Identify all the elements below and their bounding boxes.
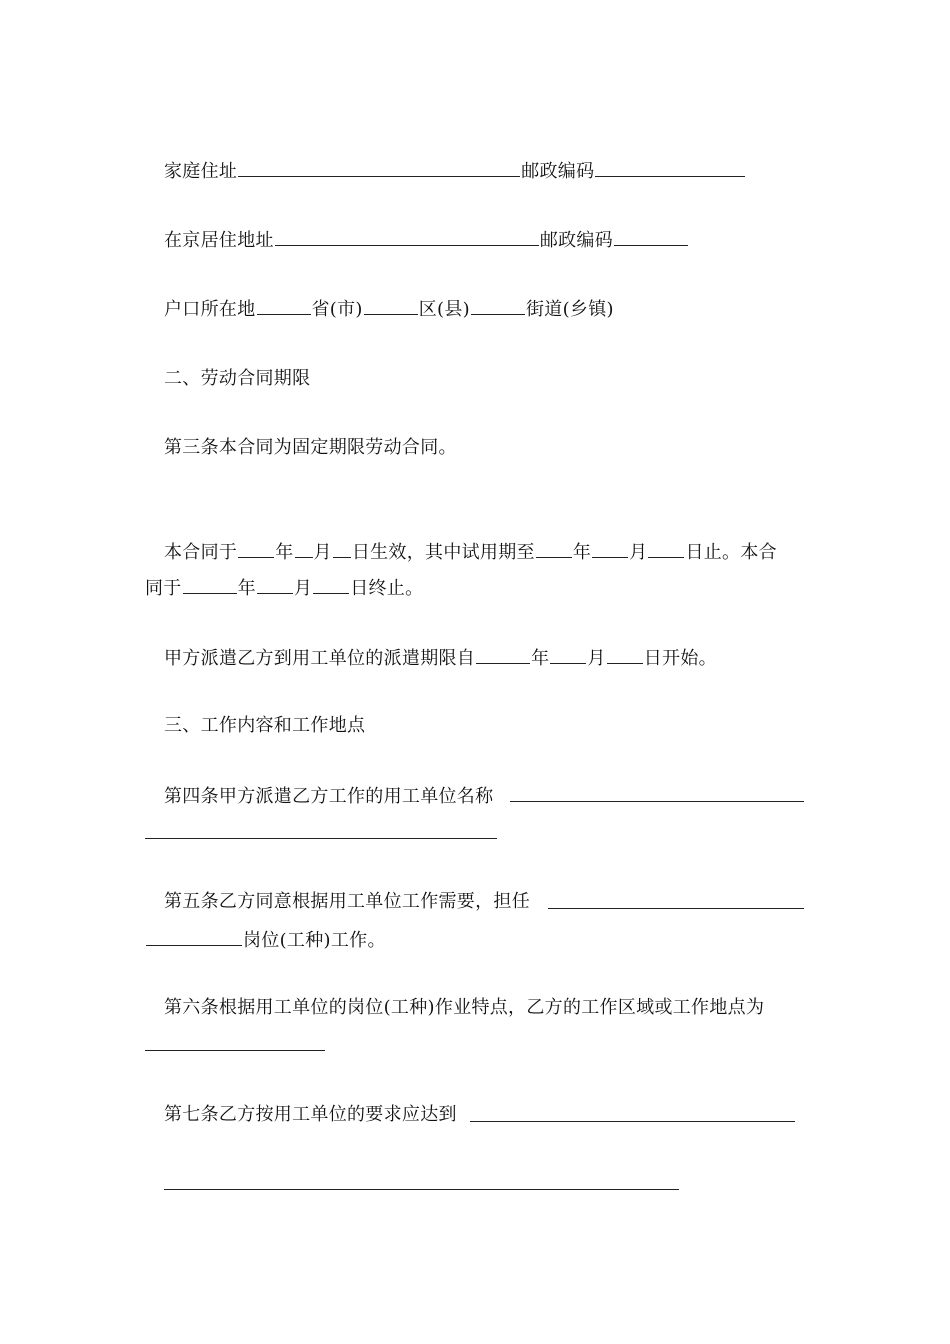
beijing-postcode-label: 邮政编码 xyxy=(539,230,614,251)
probation-year-blank[interactable] xyxy=(536,540,572,558)
article4-text: 第四条甲方派遣乙方工作的用工单位名称 xyxy=(164,786,494,807)
home-postcode-blank[interactable] xyxy=(595,159,745,177)
end-year-label: 年 xyxy=(237,578,256,599)
position-blank-continued[interactable] xyxy=(146,928,242,946)
dispatch-month-label: 月 xyxy=(587,648,606,669)
article6-text: 第六条根据用工单位的岗位(工种)作业特点，乙方的工作区域或工作地点为 xyxy=(164,997,765,1018)
home-address-label: 家庭住址 xyxy=(164,161,238,182)
beijing-address-blank[interactable] xyxy=(275,228,539,246)
end-day-blank[interactable] xyxy=(313,576,349,594)
start-year-label: 年 xyxy=(275,542,294,563)
article5-line2 xyxy=(145,928,386,953)
article5-suffix: 岗位(工种)工作。 xyxy=(243,930,386,951)
home-address-blank[interactable] xyxy=(238,159,520,177)
dispatch-day-blank[interactable] xyxy=(607,646,643,664)
effective-text: 日生效，其中试用期至 xyxy=(351,542,535,563)
home-address-line xyxy=(164,159,746,184)
end-year-blank[interactable] xyxy=(183,576,237,594)
dispatch-month-blank[interactable] xyxy=(550,646,586,664)
contract-term-line2 xyxy=(145,576,423,601)
work-location-blank[interactable] xyxy=(145,1050,325,1051)
probation-year-label: 年 xyxy=(572,542,592,563)
requirement-blank[interactable] xyxy=(470,1121,795,1122)
start-day-blank[interactable] xyxy=(333,540,351,558)
contract-end-prefix: 同于 xyxy=(145,578,182,599)
dispatch-term-prefix: 甲方派遣乙方到用工单位的派遣期限自 xyxy=(164,648,476,669)
probation-end-text: 日止。本合 xyxy=(685,542,777,563)
dispatch-year-label: 年 xyxy=(531,648,550,669)
home-postcode-label: 邮政编码 xyxy=(521,161,595,182)
hukou-line xyxy=(164,297,614,322)
probation-month-blank[interactable] xyxy=(592,540,628,558)
dispatch-year-blank[interactable] xyxy=(476,646,530,664)
dispatch-term-line xyxy=(164,646,717,671)
start-month-label: 月 xyxy=(313,542,332,563)
position-blank[interactable] xyxy=(548,908,804,909)
section2-heading: 二、劳动合同期限 xyxy=(164,368,311,389)
contract-term-prefix: 本合同于 xyxy=(164,542,238,563)
beijing-address-line xyxy=(164,228,689,253)
hukou-province-label: 省(市) xyxy=(311,299,363,320)
article3-text: 第三条本合同为固定期限劳动合同。 xyxy=(164,437,457,458)
article5-line xyxy=(164,890,530,914)
hukou-district-blank[interactable] xyxy=(364,297,418,315)
end-month-label: 月 xyxy=(293,578,313,599)
contract-end-suffix: 日终止。 xyxy=(350,578,424,599)
article5-prefix: 第五条乙方同意根据用工单位工作需要，担任 xyxy=(164,891,530,912)
employer-name-blank[interactable] xyxy=(510,801,804,802)
hukou-street-blank[interactable] xyxy=(471,297,525,315)
article7-line xyxy=(164,1103,457,1127)
start-year-blank[interactable] xyxy=(238,540,274,558)
article4-line xyxy=(164,785,493,809)
hukou-street-label: 街道(乡镇) xyxy=(526,299,614,320)
probation-month-label: 月 xyxy=(629,542,648,563)
end-month-blank[interactable] xyxy=(257,576,293,594)
beijing-address-label: 在京居住地址 xyxy=(164,230,274,251)
article7-text: 第七条乙方按用工单位的要求应达到 xyxy=(164,1104,457,1125)
start-month-blank[interactable] xyxy=(295,540,313,558)
contract-term-line1 xyxy=(164,540,777,565)
hukou-province-blank[interactable] xyxy=(257,297,311,315)
article6-line xyxy=(164,996,764,1020)
probation-day-blank[interactable] xyxy=(648,540,684,558)
hukou-district-label: 区(县) xyxy=(418,299,470,320)
beijing-postcode-blank[interactable] xyxy=(614,228,688,246)
employer-name-blank-continued[interactable] xyxy=(145,838,497,839)
hukou-label: 户口所在地 xyxy=(164,299,256,320)
dispatch-term-suffix: 日开始。 xyxy=(643,648,717,669)
section3-heading: 三、工作内容和工作地点 xyxy=(164,715,366,736)
requirement-blank-continued[interactable] xyxy=(164,1189,679,1190)
